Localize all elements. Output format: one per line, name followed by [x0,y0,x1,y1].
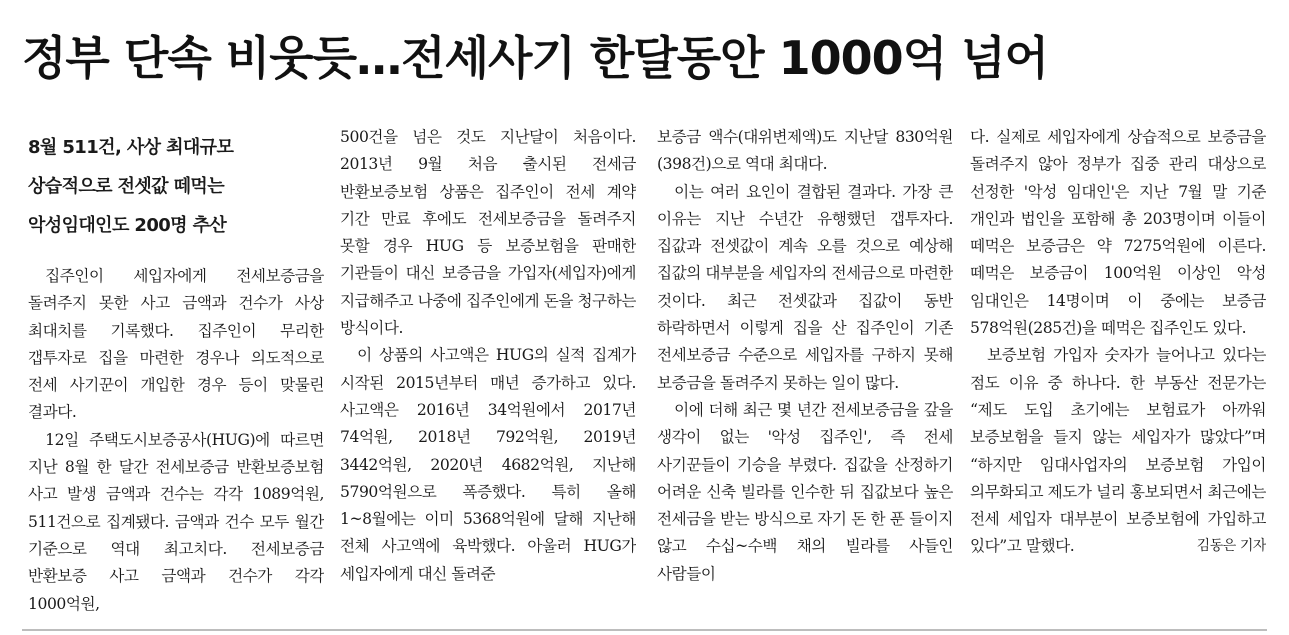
body-paragraph: 이 상품의 사고액은 HUG의 실적 집계가 시작된 2015년부터 매년 증가하고 있다. 사고액은 2016년 34억원에서 2017년 74억원, 2018년 792억원, 2019년 3442억원, 2020년 4682억원, 지난해 5790억원으로 폭증했다. 특히 올해 1~8월에는 이미 5368억원에 달해 지난해 전체 사고액에 육박했다. 아울러 HUG가 세입자에게 대신 돌려준 [340,346,636,583]
article-column-4 [970,124,1266,629]
body-paragraph-text: 보증보험 가입자 숫자가 늘어나고 있다는 점도 이유 중 하나다. 한 부동산 전문가는 “제도 도입 초기에는 보험료가 아까워 보증보험을 들지 않는 세입자가 많았다”며 “하지만 임대사업자의 보증보험 가입이 의무화되고 제도가 널리 홍보되면서 최근에는 전세 세입자 대부분이 보증보험에 가입하고 있다”고 말했다. [970,346,1266,556]
article-column-3 [657,124,953,629]
body-paragraph: 이는 여러 요인이 결합된 결과다. 가장 큰 이유는 지난 수년간 유행했던 갭투자다. 집값과 전셋값이 계속 오를 것으로 예상해 집값의 대부분을 세입자의 전세금으로 마련한 것이다. 최근 전셋값과 집값이 동반 하락하면서 이렇게 집을 산 집주인이 기존 전세보증금 수준으로 세입자를 구하지 못해 보증금을 돌려주지 못하는 일이 많다. [657,182,953,392]
subheading: 상습적으로 전셋값 떼먹는 [28,176,225,197]
body-paragraph: 집주인이 세입자에게 전세보증금을 돌려주지 못한 사고 금액과 건수가 사상 최대치를 기록했다. 집주인이 무리한 갭투자로 집을 마련한 경우나 의도적으로 전세 사기꾼이 개입한 경우 등이 맞물린 결과다. [28,267,324,422]
article-subheadings [28,128,324,245]
article-column-1 [28,124,324,629]
subheading: 8월 511건, 사상 최대규모 [28,137,234,158]
body-paragraph: 다. 실제로 세입자에게 상습적으로 보증금을 돌려주지 않아 정부가 집중 관리 대상으로 선정한 '악성 임대인'은 지난 7월 말 기준 개인과 법인을 포함해 총 203명이며 이들이 떼먹은 보증금은 약 7275억원에 이른다. 떼먹은 보증금이 100억원 이상인 악성 임대인은 14명이며 이 중에는 보증금 578억원(285건)을 떼먹은 집주인도 있다. [970,128,1266,338]
body-paragraph-final [970,342,1266,560]
body-paragraph: 12일 주택도시보증공사(HUG)에 따르면 지난 8월 한 달간 전세보증금 반환보증보험 사고 발생 금액과 건수는 각각 1089억원, 511건으로 집계됐다. 금액과 건수 모두 월간 기준으로 역대 최고치다. 전세보증금 반환보증 사고 금액과 건수가 각각 1000억원, [28,430,324,613]
subheading: 악성임대인도 200명 추산 [28,215,227,236]
bottom-divider [22,629,1267,631]
body-paragraph: 보증금 액수(대위변제액)도 지난달 830억원(398건)으로 역대 최대다. [657,128,953,174]
article-column-2 [340,124,636,629]
article-headline: 정부 단속 비웃듯…전세사기 한달동안 1000억 넘어 [22,31,1048,85]
body-paragraph: 500건을 넘은 것도 지난달이 처음이다. 2013년 9월 처음 출시된 전세금 반환보증보험 상품은 집주인이 전세 계약 기간 만료 후에도 전세보증금을 돌려주지 못할 경우 HUG 등 보증보험을 판매한 기관들이 대신 보증금을 가입자(세입자)에게 지급해주고 나중에 집주인에게 돈을 청구하는 방식이다. [340,128,636,338]
body-paragraph: 이에 더해 최근 몇 년간 전세보증금을 갚을 생각이 없는 '악성 집주인', 즉 전세 사기꾼들이 기승을 부렸다. 집값을 산정하기 어려운 신축 빌라를 인수한 뒤 집값보다 높은 전세금을 받는 방식으로 자기 돈 한 푼 들이지 않고 수십~수백 채의 빌라를 사들인 사람들이 [657,400,953,583]
byline: 김동은 기자 [1196,538,1266,555]
